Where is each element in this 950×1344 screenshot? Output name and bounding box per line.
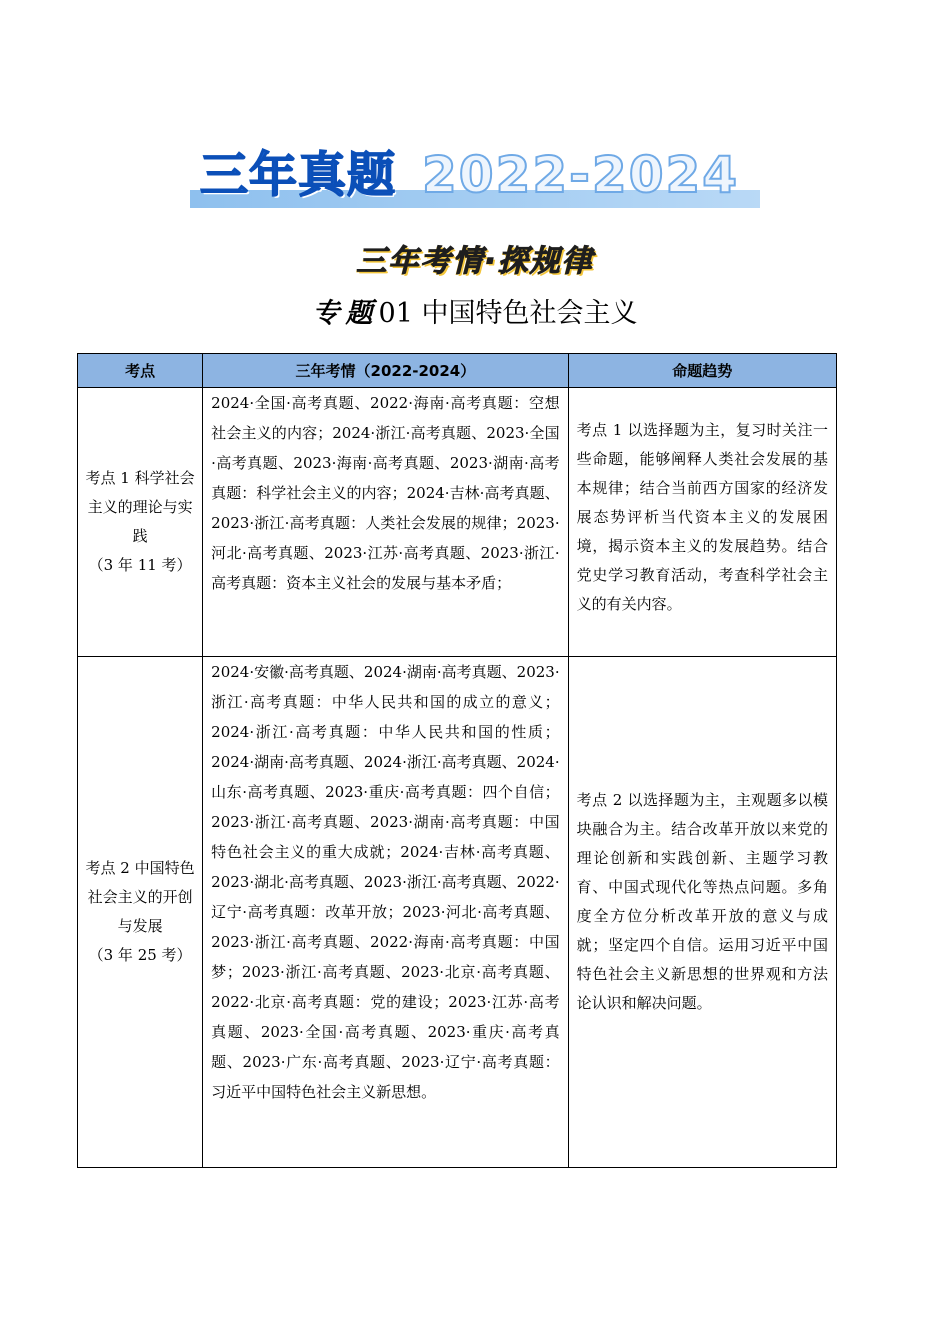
banner-text-main: 三年真题 bbox=[200, 147, 397, 203]
trend-text: 考点 2 以选择题为主，主观题多以模块融合为主。结合改革开放以来党的理论创新和实践创新、主题学习教育、中国式现代化等热点问题。多角度全方位分析改革开放的意义与成就；坚定四个自信。运用习近平中国特色社会主义新思想的世界观和方法论认识和解决问题。 bbox=[576, 791, 828, 1012]
sub-banner: 三年考情·探规律 bbox=[356, 244, 594, 279]
topic-cell bbox=[78, 657, 203, 1168]
banner-text-years: 2022-2024 bbox=[422, 146, 740, 204]
title-text: 01 中国特色社会主义 bbox=[378, 298, 638, 329]
topic-count: （3 年 25 考） bbox=[88, 946, 192, 964]
header-cases: 三年考情（2022-2024） bbox=[203, 354, 568, 388]
cases-cell bbox=[203, 388, 568, 657]
table-row bbox=[78, 657, 837, 1168]
table-header-row bbox=[78, 354, 837, 388]
header-trend: 命题趋势 bbox=[568, 354, 836, 388]
trend-cell bbox=[568, 657, 836, 1168]
topic-count: （3 年 11 考） bbox=[88, 556, 192, 574]
topic-name: 考点 2 中国特色社会主义的开创与发展 bbox=[85, 859, 195, 935]
title-prefix: 专题 bbox=[312, 298, 379, 329]
table-row bbox=[78, 388, 837, 657]
header-topic: 考点 bbox=[78, 354, 203, 388]
cases-text: 2024·全国·高考真题、2022·海南·高考真题：空想社会主义的内容；2024·浙江·高考真题、2023·全国·高考真题、2023·海南·高考真题、2023·湖南·高考真题：科学社会主义的内容；2024·吉林·高考真题、2023·浙江·高考真题：人类社会发展的规律；2023·河北·高考真题、2023·江苏·高考真题、2023·浙江·高考真题：资本主义社会的发展与基本矛盾； bbox=[211, 394, 560, 592]
trend-cell bbox=[568, 388, 836, 657]
exam-analysis-table bbox=[77, 353, 837, 1168]
header-banner bbox=[190, 146, 760, 208]
trend-text: 考点 1 以选择题为主，复习时关注一些命题，能够阐释人类社会发展的基本规律；结合当前西方国家的经济发展态势评析当代资本主义的发展困境，揭示资本主义的发展趋势。结合党史学习教育活动，考查科学社会主义的有关内容。 bbox=[576, 420, 828, 613]
cases-cell bbox=[203, 657, 568, 1168]
topic-name: 考点 1 科学社会主义的理论与实践 bbox=[85, 469, 195, 545]
document-title bbox=[250, 294, 700, 334]
cases-text: 2024·安徽·高考真题、2024·湖南·高考真题、2023·浙江·高考真题：中华人民共和国的成立的意义；2024·浙江·高考真题：中华人民共和国的性质；2024·湖南·高考真题、2024·浙江·高考真题、2024·山东·高考真题、2023·重庆·高考真题：四个自信；2023·浙江·高考真题、2023·湖南·高考真题：中国特色社会主义的重大成就；2024·吉林·高考真题、2023·湖北·高考真题、2023·浙江·高考真题、2022·辽宁·高考真题：改革开放；2023·河北·高考真题、2023·浙江·高考真题、2022·海南·高考真题：中国梦；2023·浙江·高考真题、2023·北京·高考真题、2022·北京·高考真题：党的建设；2023·江苏·高考真题、2023·全国·高考真题、2023·重庆·高考真题、2023·广东·高考真题、2023·辽宁·高考真题：习近平中国特色社会主义新思想。 bbox=[211, 663, 560, 1101]
topic-cell bbox=[78, 388, 203, 657]
